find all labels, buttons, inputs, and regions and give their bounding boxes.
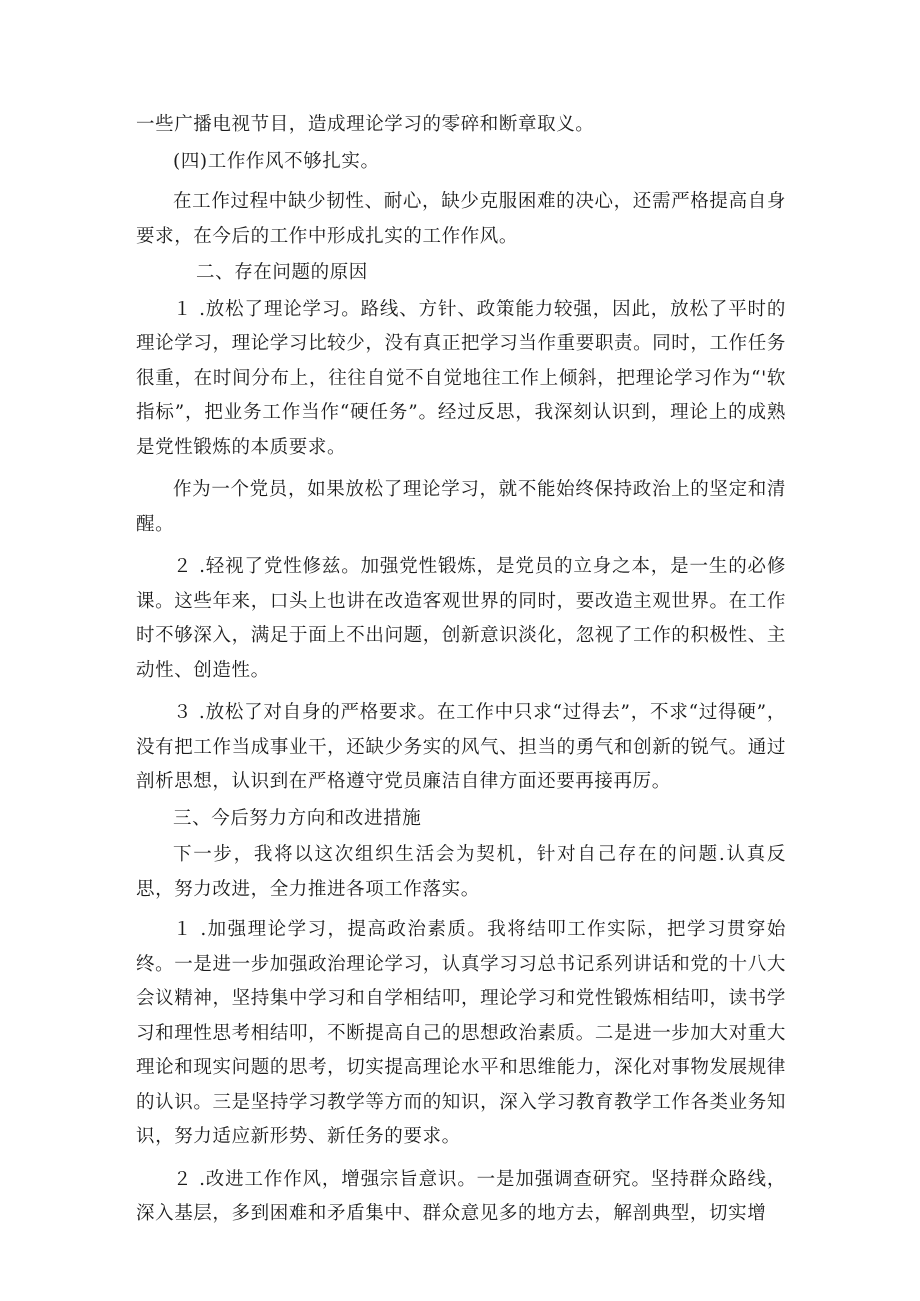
paragraph-measure-2: ２ .改进工作作风，增强宗旨意识。一是加强调查研究。坚持群众路线，深入基层，多到困难和矛盾集中、群众意见多的地方去，解剖典型，切实增 <box>136 1168 786 1224</box>
subheading-work-style: (四)工作作风不够扎实。 <box>173 150 380 172</box>
paragraph-work-style: 在工作过程中缺少韧性、耐心，缺少克服困难的决心，还需严格提高自身要求，在今后的工作中形成扎实的工作作风。 <box>136 191 786 247</box>
document-page <box>136 108 786 1232</box>
section-heading-causes: 二、存在问题的原因 <box>196 262 368 283</box>
paragraph-continuation: 一些广播电视节目，造成理论学习的零碎和断章取义。 <box>136 114 595 135</box>
paragraph-cause-3: ３ .放松了对自身的严格要求。在工作中只求“过得去”，不求“过得硬”，没有把工作当成事业干，还缺少务实的风气、担当的勇气和创新的锐气。通过剖析思想，认识到在严格遵守党员廉洁自律方面还要再接再厉。 <box>136 702 786 792</box>
paragraph-party-member: 作为一个党员，如果放松了理论学习，就不能始终保持政治上的坚定和清醒。 <box>136 479 786 535</box>
paragraph-cause-1: １ .放松了理论学习。路线、方针、政策能力较强，因此，放松了平时的理论学习，理论学习比较少，没有真正把学习当作重要职责。同时，工作任务很重，在时间分布上，往往自觉不自觉地往工作上倾斜，把理论学习作为“'软指标”，把业务工作当作“硬任务”。经过反思，我深刻认识到，理论上的成熟是党性锻炼的本质要求。 <box>136 298 786 458</box>
paragraph-measure-1: １ .加强理论学习，提高政治素质。我将结叩工作实际，把学习贯穿始终。一是进一步加强政治理论学习，认真学习习总书记系列讲话和党的十八大会议精神，坚持集中学习和自学相结叩，理论学习和党性锻炼相结叩，读书学习和理性思考相结叩，不断提高自己的思想政治素质。二是进一步加大对重大理论和现实问题的思考，切实提高理论水平和思维能力，深化对事物发展规律的认识。三是坚持学习教学等方而的知识，深入学习教育教学工作各类业务知识，努力适应新形势、新任务的要求。 <box>136 919 786 1147</box>
paragraph-cause-2: ２ .轻视了党性修兹。加强党性锻炼，是党员的立身之本，是一生的必修课。这些年来，口头上也讲在改造客观世界的同时，要改造主观世界。在工作时不够深入，满足于面上不出问题，创新意识淡化，忽视了工作的积极性、主动性、创造性。 <box>136 556 786 681</box>
paragraph-next-step: 下一步，我将以这次组织生活会为契机，针对自己存在的问题.认真反思，努力改进，全力推进各项工作落实。 <box>136 844 786 900</box>
section-heading-improvements: 三、今后努力方向和改进措施 <box>173 807 422 829</box>
